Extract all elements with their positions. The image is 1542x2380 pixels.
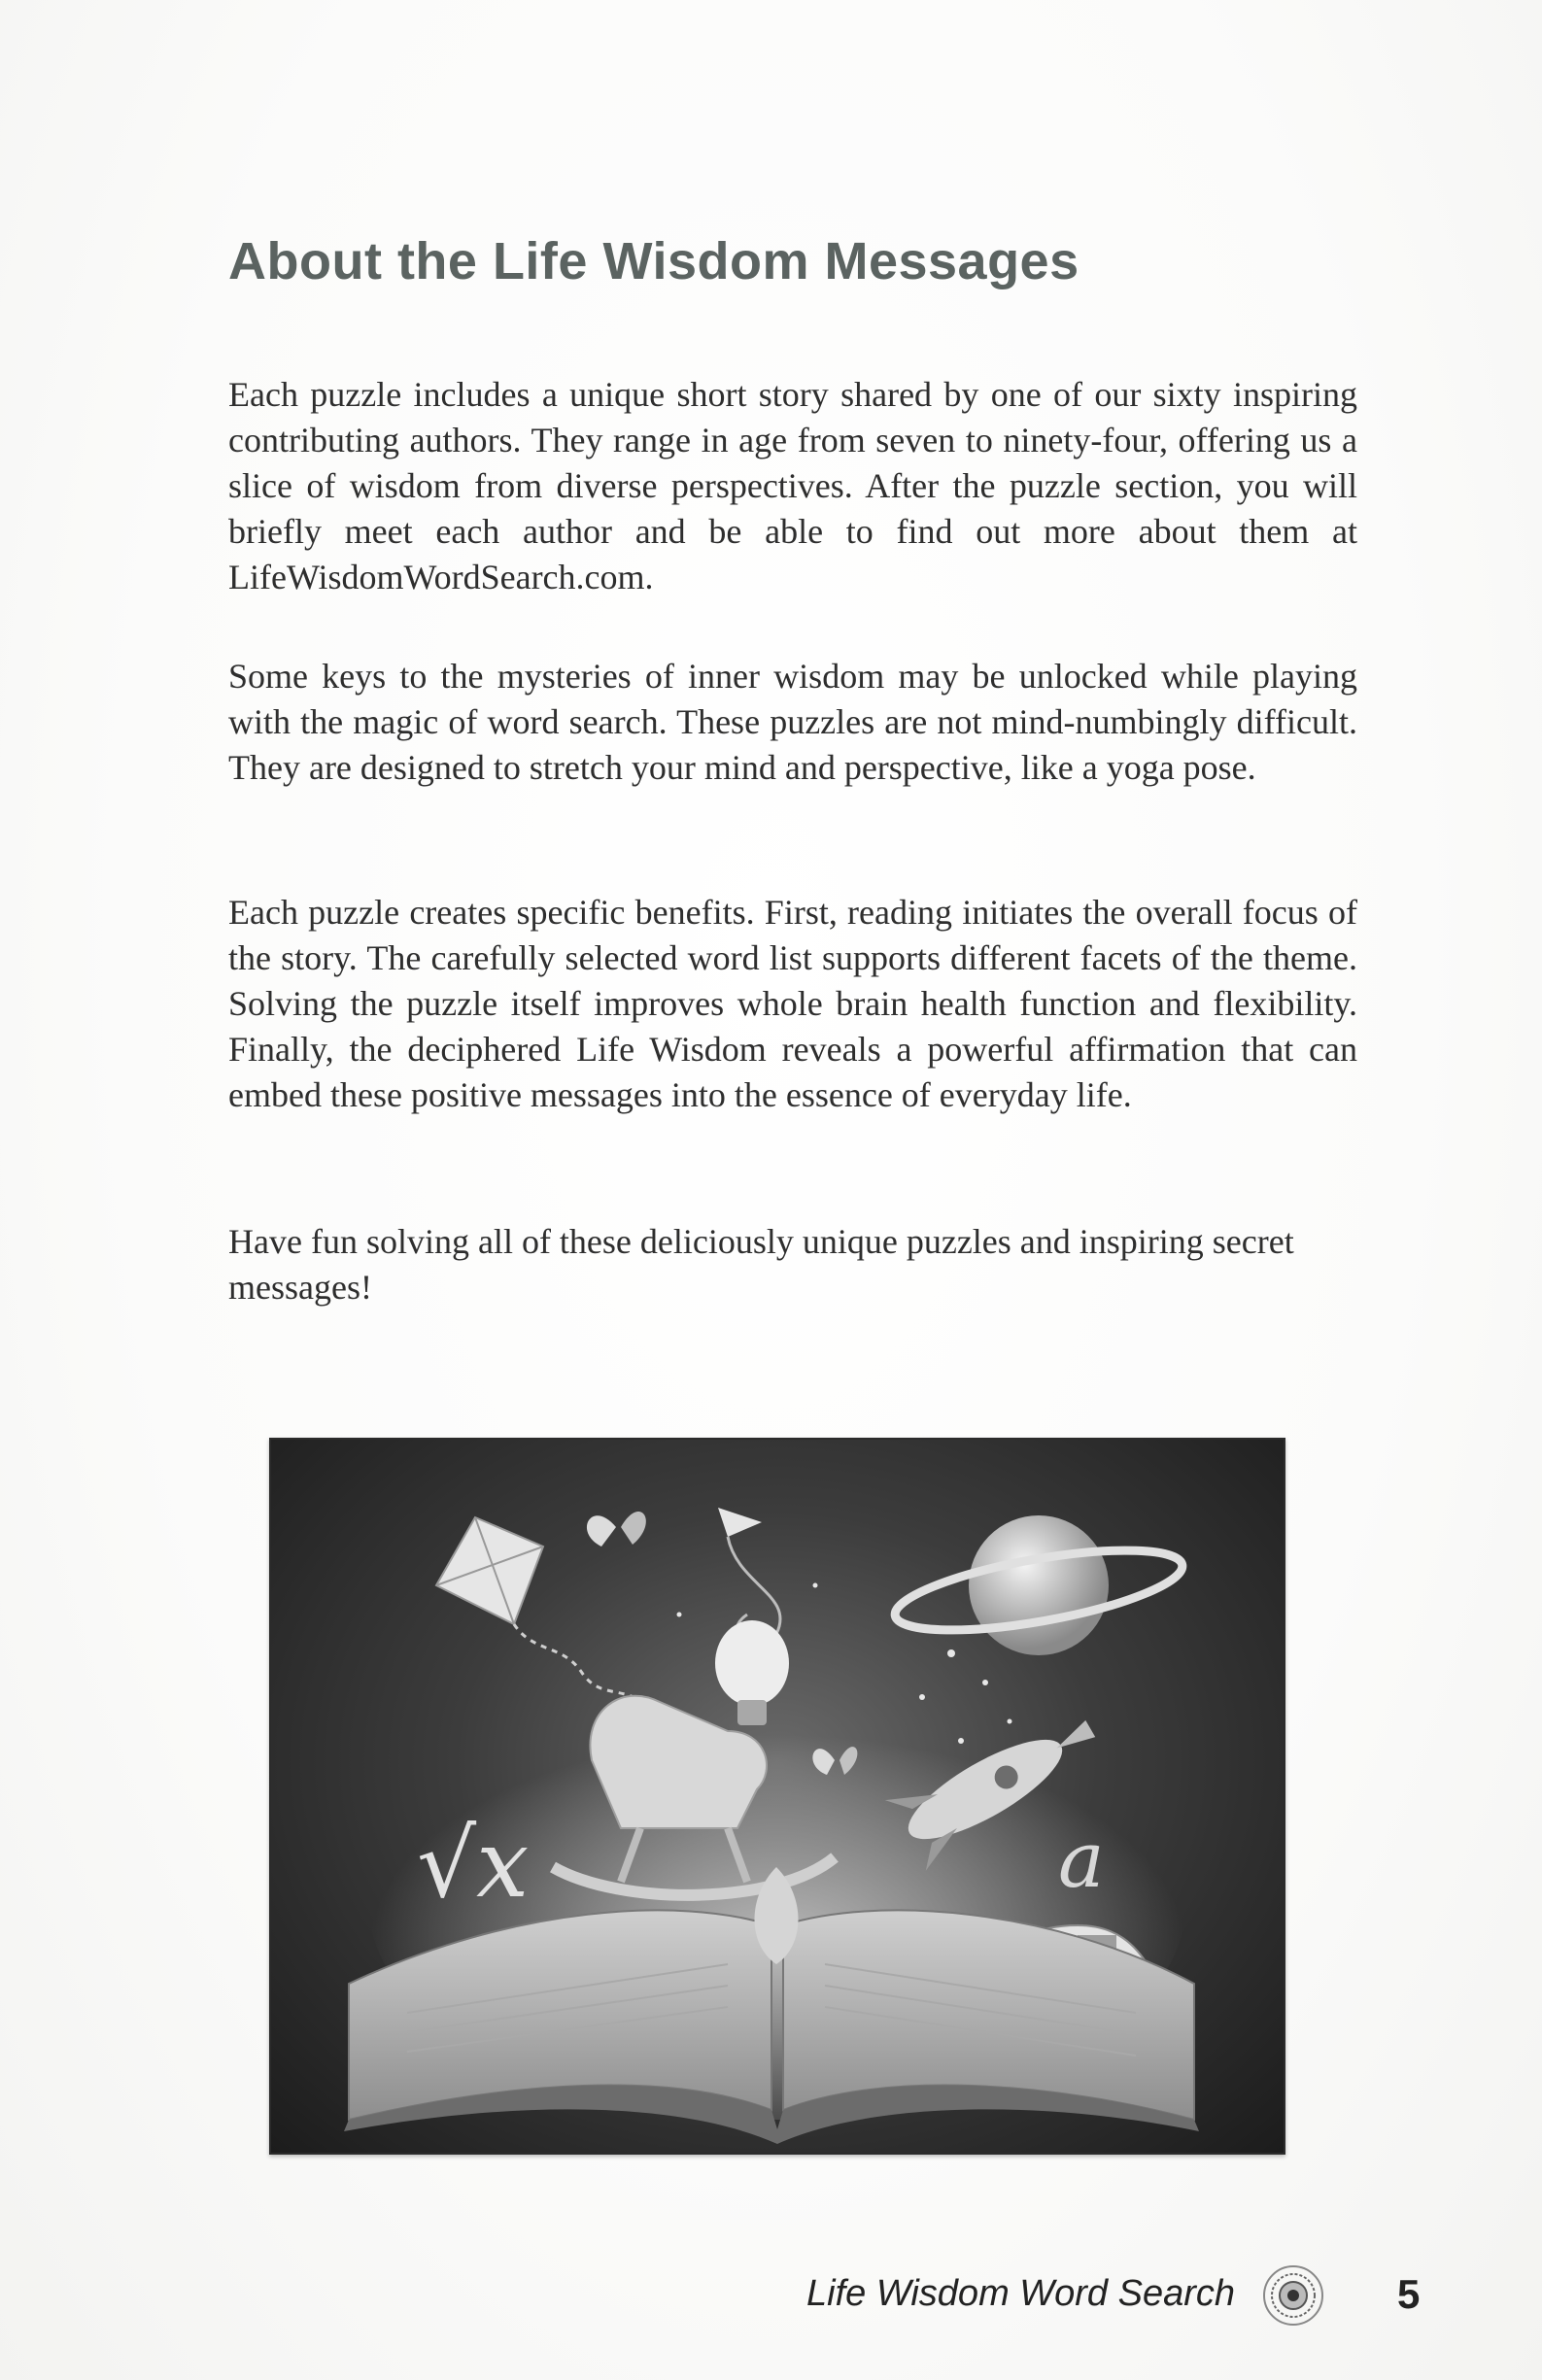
- paragraph-keys: Some keys to the mysteries of inner wisdom may be unlocked while playing with the magic of word search. These puzzles are not mind-numbingly difficult. They are designed to stretch your mind and perspective, like a yoga pose.: [228, 657, 1357, 787]
- paragraph-benefits: Each puzzle creates specific benefits. First, reading initiates the overall focus of the story. The carefully selected word list supports different facets of the theme. Solving the puzzle itself improves whole brain health function and flexibility. Finally, the deciphered Life Wisdom reveals a powerful affirmation that can embed these positive messages into the essence of everyday life.: [228, 893, 1357, 1114]
- page-title: About the Life Wisdom Messages: [228, 232, 1079, 290]
- page-footer: [806, 2263, 1438, 2331]
- footer-book-title: Life Wisdom Word Search: [806, 2273, 1236, 2314]
- math-symbol: √x: [417, 1810, 530, 1919]
- paragraph-intro: Each puzzle includes a unique short story shared by one of our sixty inspiring contributing authors. They range in age from seven to ninety-four, offering us a slice of wisdom from diverse perspectives. After the puzzle section, you will briefly meet each author and be able to find out more about them at LifeWisdomWordSearch.com.: [228, 375, 1357, 596]
- letter-a: a: [1058, 1815, 1105, 1905]
- mandala-logo-icon: [1261, 2263, 1325, 2328]
- paragraph-closing: Have fun solving all of these deliciously unique puzzles and inspiring secret messages!: [228, 1222, 1294, 1307]
- butterfly-icon: [587, 1512, 646, 1547]
- open-book-illustration: [269, 1438, 1285, 2155]
- page-number: 5: [1397, 2271, 1421, 2317]
- planet-icon: [890, 1515, 1188, 1655]
- illustration-svg: [271, 1440, 1284, 2153]
- kite-icon: [436, 1517, 650, 1712]
